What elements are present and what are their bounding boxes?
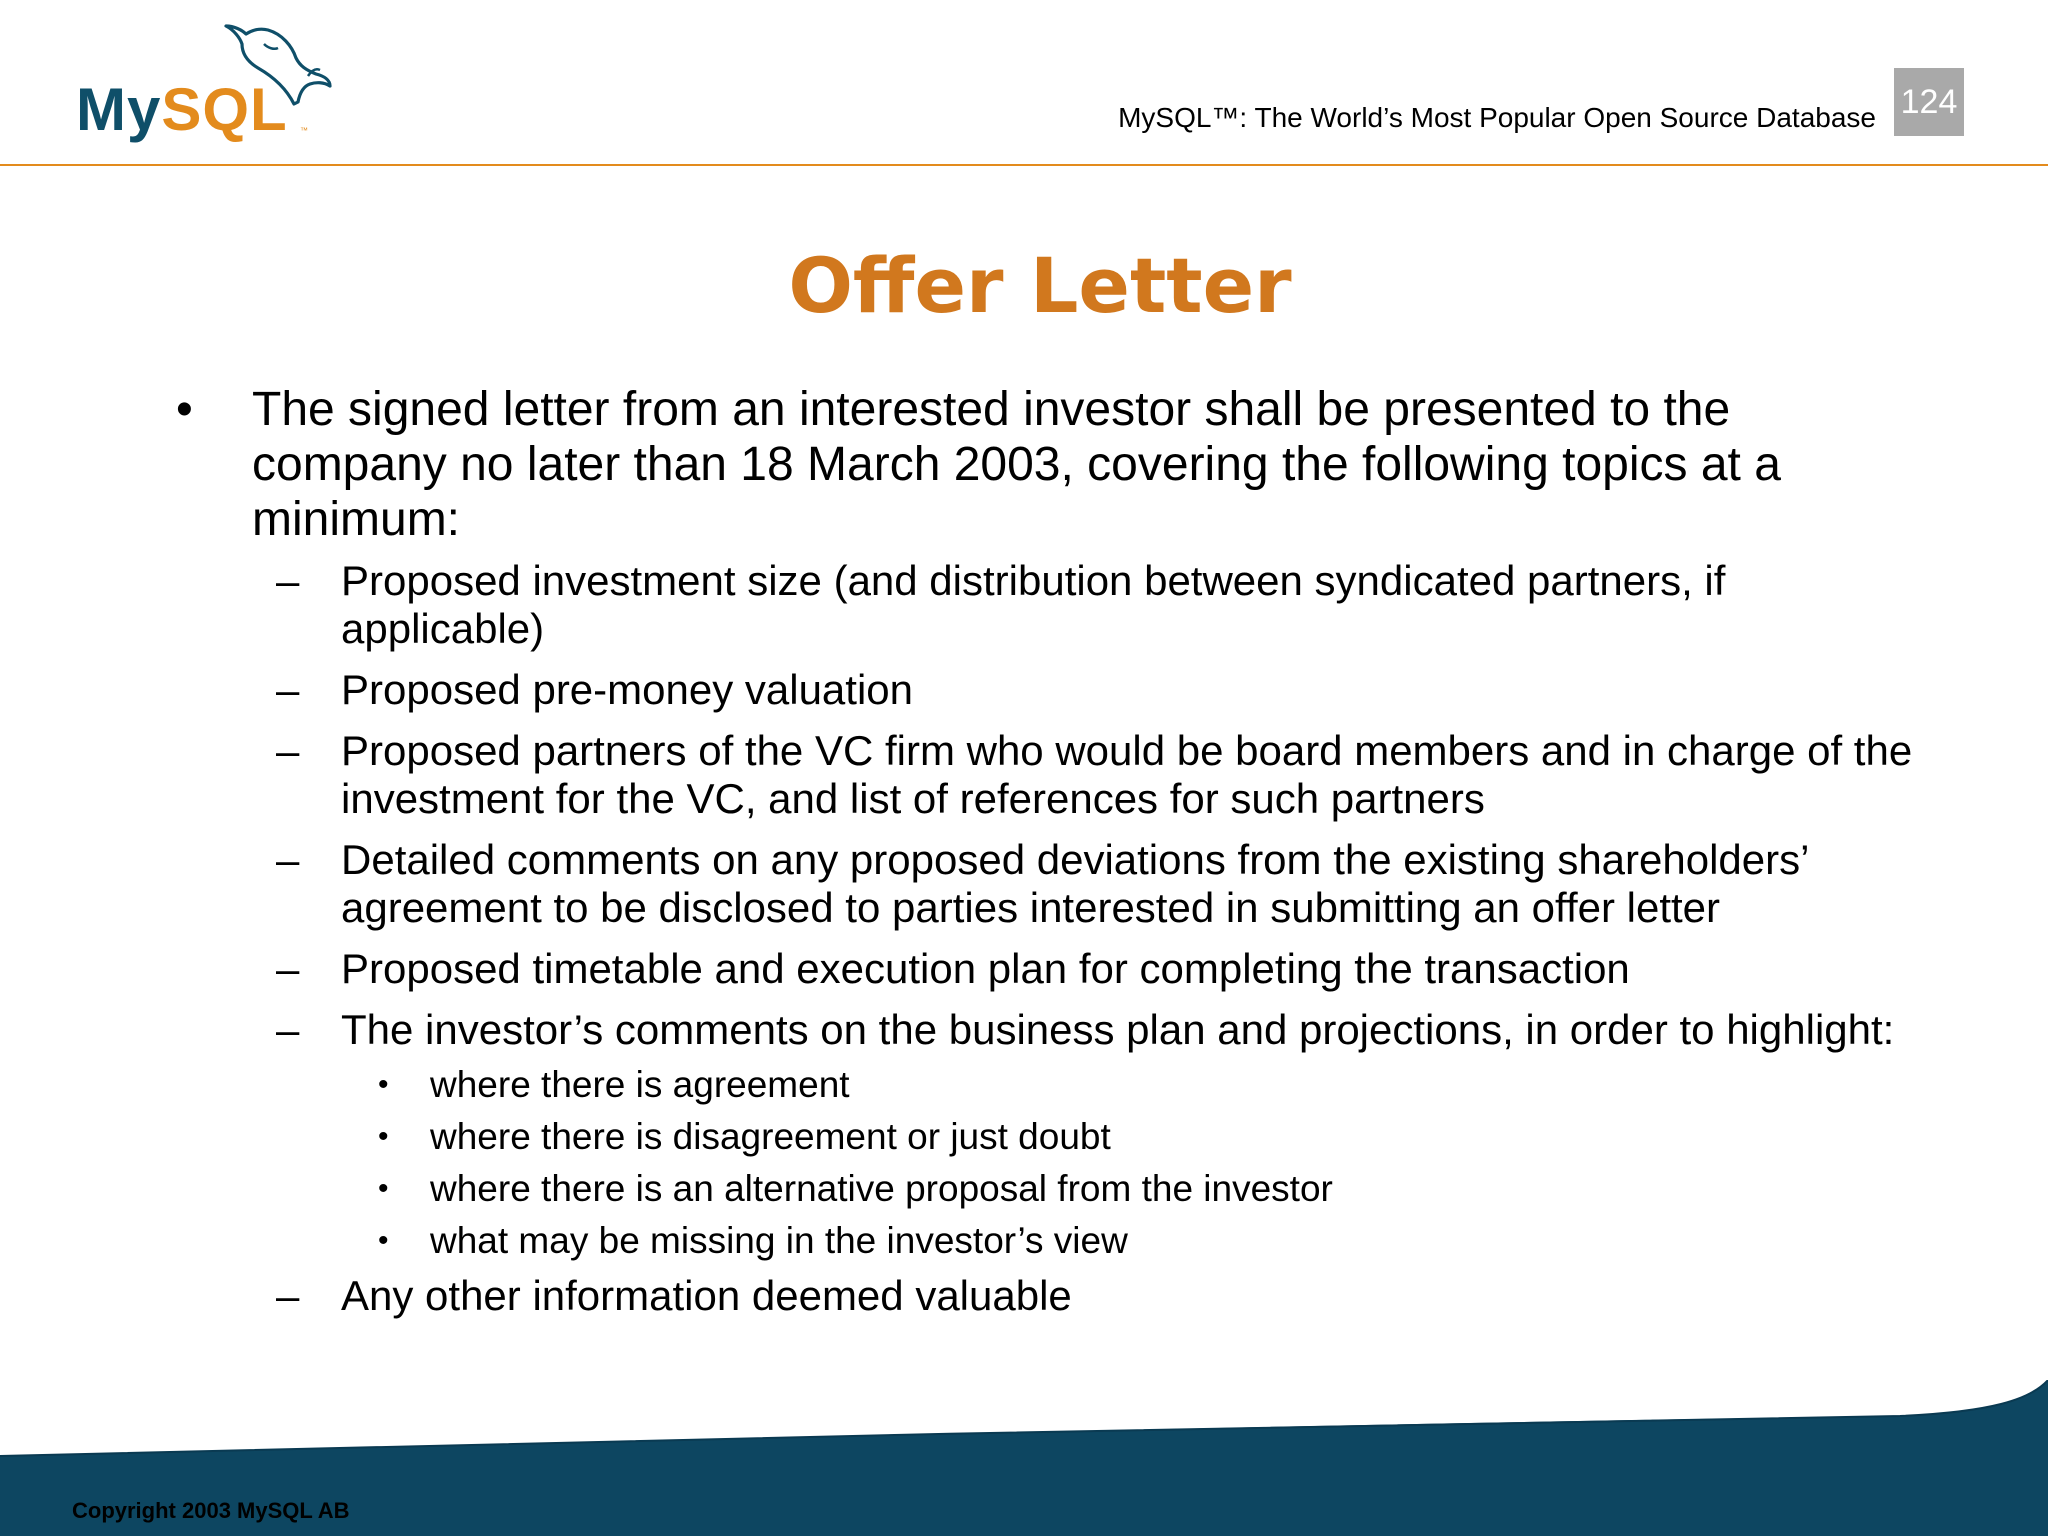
- sub-sub-item-text: what may be missing in the investor’s view: [430, 1220, 1128, 1261]
- logo-sql: SQL: [161, 76, 288, 143]
- sub-item-text: Proposed timetable and execution plan for completing the transaction: [341, 945, 1630, 992]
- sub-sub-item-text: where there is disagreement or just doubt: [430, 1116, 1111, 1157]
- sub-sub-item-text: where there is an alternative proposal from the investor: [430, 1168, 1333, 1209]
- sub-item: [0, 1272, 2048, 1320]
- dash-marker: –: [276, 945, 300, 992]
- slide-content: [0, 382, 2048, 1333]
- sub-item-text: Proposed pre-money valuation: [341, 666, 914, 713]
- sub-item: [0, 666, 2048, 714]
- sub-item-text: Detailed comments on any proposed deviations from the existing shareholders’ agreement to be disclosed to parties interested in submitting an offer letter: [341, 836, 1808, 931]
- bullet-marker: •: [378, 1172, 389, 1205]
- sub-item-text: Proposed partners of the VC firm who would be board members and in charge of the investment for the VC, and list of references for such partners: [341, 727, 1913, 822]
- sub-sub-list: [0, 1064, 2048, 1262]
- bullet-marker: •: [378, 1120, 389, 1153]
- header-tagline: MySQL™: The World’s Most Popular Open Source Database: [1118, 102, 1876, 133]
- sub-sub-item-text: where there is agreement: [430, 1064, 850, 1105]
- bullet-text: The signed letter from an interested investor shall be presented to the company no later than 18 March 2003, covering the following topics at a minimum:: [252, 383, 1781, 546]
- logo-trademark: ™: [300, 126, 308, 135]
- sub-item: [0, 836, 2048, 932]
- bullet-marker: •: [378, 1224, 389, 1257]
- sub-sub-item: [0, 1168, 2048, 1210]
- bullet-marker: •: [378, 1068, 389, 1101]
- logo-my: My: [76, 76, 162, 143]
- sub-item: [0, 557, 2048, 653]
- copyright-text: Copyright 2003 MySQL AB: [72, 1498, 350, 1523]
- dash-marker: –: [276, 666, 300, 713]
- bullet-item: [0, 382, 2048, 547]
- sub-item-text: The investor’s comments on the business plan and projections, in order to highlight:: [341, 1006, 1895, 1053]
- dash-marker: –: [276, 1272, 300, 1319]
- page-number: 124: [1894, 68, 1964, 136]
- sub-sub-item: [0, 1116, 2048, 1158]
- dash-marker: –: [276, 836, 300, 883]
- mysql-logo: [76, 18, 326, 148]
- sub-item-text: Proposed investment size (and distribution between syndicated partners, if applicable): [341, 557, 1726, 652]
- dash-marker: –: [276, 727, 300, 774]
- sub-item: [0, 945, 2048, 993]
- sub-item-text: Any other information deemed valuable: [341, 1272, 1072, 1319]
- sub-sub-item: [0, 1220, 2048, 1262]
- sub-sub-item: [0, 1064, 2048, 1106]
- header-divider: [0, 164, 2048, 166]
- slide-title: Offer Letter: [788, 241, 1292, 330]
- logo-wordmark: [76, 76, 288, 143]
- dash-marker: –: [276, 557, 300, 604]
- sub-item: [0, 1006, 2048, 1054]
- dash-marker: –: [276, 1006, 300, 1053]
- sub-item: [0, 727, 2048, 823]
- bullet-marker: •: [176, 383, 193, 436]
